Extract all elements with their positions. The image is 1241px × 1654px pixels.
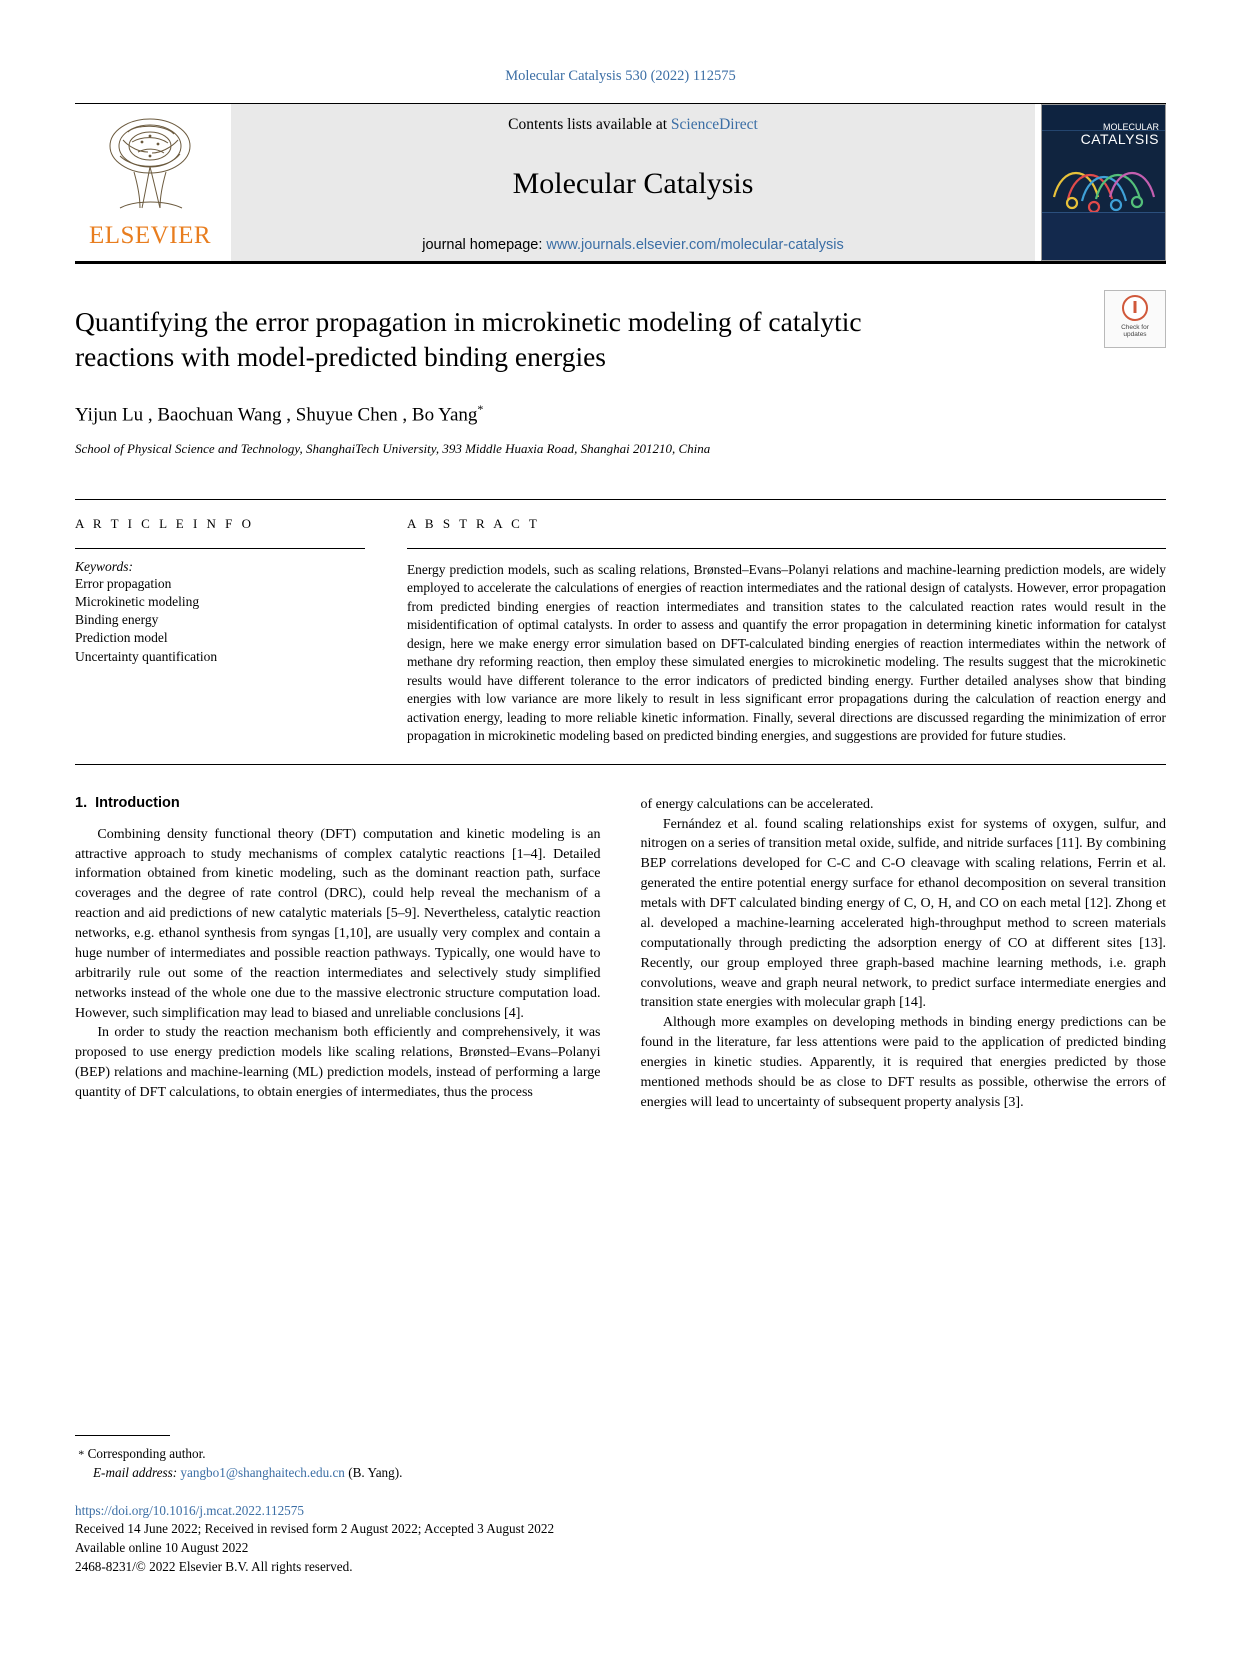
check-updates-line1: Check for [1121, 324, 1149, 331]
keywords-list [75, 575, 365, 666]
body-column-left [75, 795, 601, 1113]
cover-title-line2: CATALYSIS [1080, 131, 1159, 148]
email-link[interactable]: yangbo1@shanghaitech.edu.cn [180, 1465, 345, 1481]
journal-masthead [75, 103, 1166, 261]
cover-bottom-band [1042, 212, 1165, 260]
corresponding-author-text: Corresponding author. [87, 1446, 206, 1462]
author-names: Yijun Lu , Baochuan Wang , Shuyue Chen , Bo Yang [75, 404, 478, 426]
article-info-column [75, 516, 365, 746]
paragraph: Combining density functional theory (DFT) computation and kinetic modeling is an attractive approach to study mechanisms of complex catalytic reactions [1–4]. Detailed information obtained from kinetic modeling, such as the dominant reaction path, surface coverages and the degree of rate control (DRC), could help reveal the mechanism of a reaction and aid predictions of new catalytic materials [5–9]. Nevertheless, catalytic reaction networks, e.g. ethanol synthesis from syngas [1,10], are usually very complex and contain a huge number of intermediates and possible reaction pathways. Typically, one would have to arbitrarily rule out some of the reaction intermediates and selectively study simplified networks instead of the whole one due to the massive electronic structure computation load. However, such simplification may lead to biased and unreliable conclusions [4]. [75, 826, 601, 1021]
elsevier-tree-icon [90, 112, 210, 220]
contents-prefix: Contents lists available at [508, 116, 668, 133]
email-note [75, 1463, 1166, 1482]
page-footer [75, 1435, 1166, 1576]
title-block [75, 304, 1166, 457]
section-title: Introduction [95, 794, 180, 811]
footnote-marker: * [78, 1447, 85, 1462]
elsevier-wordmark: ELSEVIER [88, 222, 212, 249]
cover-title-line1: MOLECULAR [1102, 122, 1159, 132]
paragraph: In order to study the reaction mechanism both efficiently and comprehensively, it was proposed to use energy prediction models like scaling relations, Brønsted–Evans–Polanyi (BEP) relations and machine-learning (ML) prediction models, instead of performing a large quantity of DFT calculations, to obtain energies of intermediates, thus the process [75, 1025, 601, 1101]
keyword-item: Microkinetic modeling [75, 593, 200, 609]
abstract-heading: A B S T R A C T [407, 515, 540, 531]
keyword-item: Uncertainty quantification [75, 648, 218, 664]
masthead-bottom-rule [75, 261, 1166, 264]
info-abstract-section [75, 499, 1166, 746]
running-head: Molecular Catalysis 530 (2022) 112575 [505, 68, 736, 84]
journal-title: Molecular Catalysis [512, 166, 754, 200]
body-columns [75, 795, 1166, 1113]
footnote-rule [75, 1435, 170, 1436]
email-label: E-mail address: [93, 1465, 178, 1481]
paragraph: Although more examples on developing methods in binding energy predictions can be found in the literature, far less attentions were paid to the application of predicted binding energies in kinetic studies. Apparently, it is required that energies predicted by those mentioned methods should be as close to DFT results as possible, otherwise the errors of energies will lead to uncertainty of subsequent property analysis [3]. [640, 1015, 1166, 1110]
corresponding-author-note [75, 1444, 1166, 1463]
keyword-item: Prediction model [75, 630, 168, 646]
abstract-rule [407, 548, 1166, 549]
author-list [75, 402, 1166, 426]
homepage-prefix: journal homepage: [422, 237, 543, 253]
elsevier-logo [75, 104, 225, 261]
keywords-label: Keywords: [75, 558, 133, 574]
corresponding-author-marker: * [477, 402, 484, 417]
journal-homepage-link[interactable]: www.journals.elsevier.com/molecular-catalysis [546, 237, 844, 253]
journal-band [231, 104, 1035, 261]
paragraph: of energy calculations can be accelerated. [640, 796, 874, 812]
section-heading-introduction [75, 795, 601, 811]
crossmark-icon [1122, 295, 1148, 321]
received-history: Received 14 June 2022; Received in revised form 2 August 2022; Accepted 3 August 2022 [75, 1520, 555, 1536]
abstract-text: Energy prediction models, such as scaling relations, Brønsted–Evans–Polanyi relations and machine-learning prediction models, are widely employed to accelerate the calculations of energies of reaction intermediates and the rational design of catalysts. However, error propagation from predicted binding energies of reaction intermediates and transition states to the calculated reaction rates would result in the misidentification of optimal catalysts. In order to assess and quantify the error propagation in determining kinetic information for catalyst design, here we make energy error simulation based on DFT-calculated binding energies of reaction intermediates within the network of methane dry reforming reaction, then employ these simulated energies to microkinetic modeling. The results suggest that the microkinetic results would have different tolerance to the error indicators of predicted binding energy. Further detailed analyses show that binding energies with low variance are more likely to result in less significant error propagations during the calculation of reaction energy and activation energy, leading to more reliable kinetic information. Finally, several directions are discussed regarding the minimization of error propagation in microkinetic modeling based on predicted binding energies, and suggestions are provided for future studies. [407, 561, 1166, 744]
sciencedirect-link[interactable]: ScienceDirect [670, 116, 758, 133]
available-online: Available online 10 August 2022 [75, 1539, 249, 1555]
email-suffix: (B. Yang). [348, 1465, 403, 1481]
keyword-item: Error propagation [75, 575, 172, 591]
journal-cover-thumbnail [1041, 104, 1166, 261]
abstract-bottom-rule [75, 764, 1166, 765]
check-updates-line2: updates [1123, 331, 1147, 339]
check-for-updates-badge[interactable] [1104, 290, 1166, 348]
body-column-right [641, 795, 1167, 1113]
article-info-heading: A R T I C L E I N F O [75, 515, 255, 531]
keyword-item: Binding energy [75, 612, 159, 628]
paragraph: Fernández et al. found scaling relationships exist for systems of oxygen, sulfur, and nitrogen on a series of transition metal oxide, sulfide, and nitride surfaces [11]. By combining BEP correlations developed for C-C and C-O cleavage with scaling relations, Ferrin et al. generated the entire potential energy surface for ethanol decomposition on several transition metals with DFT calculated binding energy of C, O, H, and CO on each metal [12]. Zhong et al. developed a machine-learning accelerated high-throughput method to screen materials computationally through predicting the adsorption energy of CO at different sites [13]. Recently, our group employed three graph-based machine learning methods, i.e. graph convolutions, weave and graph neural network, to predict surface intermediate energies and transition state energies with molecular graph [14]. [640, 816, 1166, 1011]
keywords-rule [75, 548, 365, 549]
doi-link[interactable]: https://doi.org/10.1016/j.mcat.2022.112575 [75, 1502, 304, 1518]
abstract-column [407, 516, 1166, 746]
copyright: 2468-8231/© 2022 Elsevier B.V. All rights reserved. [75, 1558, 353, 1574]
affiliation: School of Physical Science and Technology, ShanghaiTech University, 393 Middle Huaxia Road, Shanghai 201210, China [75, 440, 711, 456]
page-title: Quantifying the error propagation in microkinetic modeling of catalytic reactions with model-predicted binding energies [75, 306, 862, 373]
cover-title [1081, 123, 1159, 147]
homepage-line [422, 237, 844, 253]
section-number: 1. [75, 794, 88, 811]
contents-line [508, 116, 758, 134]
